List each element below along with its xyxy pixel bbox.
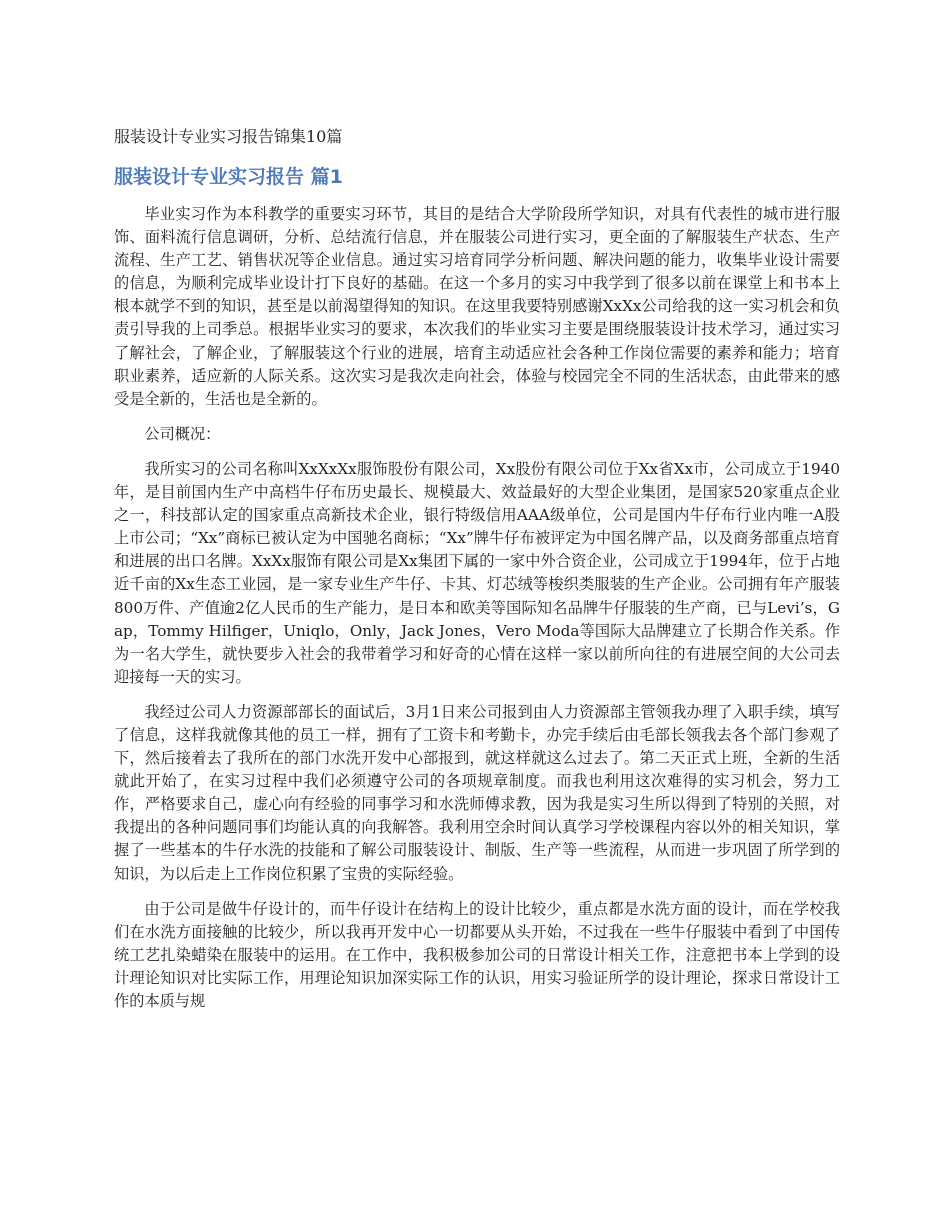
paragraph-4: 我经过公司人力资源部部长的面试后，3月1日来公司报到由人力资源部主管领我办理了入职手续，填写了信息，这样我就像其他的员工一样，拥有了工资卡和考勤卡，办完手续后由毛部长领我去各个部门参观了下，然后接着去了我所在的部门水洗开发中心部报到，就这样就这么过去了。第二天正式上班，全新的生活就此开始了，在实习过程中我们必须遵守公司的各项规章制度。而我也利用这次难得的实习机会，努力工作，严格要求自己，虚心向有经验的同事学习和水洗师傅求教，因为我是实习生所以得到了特别的关照，对我提出的各种问题同事们均能认真的向我解答。我利用空余时间认真学习学校课程内容以外的相关知识，掌握了一些基本的牛仔水洗的技能和了解公司服装设计、制版、生产等一些流程，从而进一步巩固了所学到的知识，为以后走上工作岗位积累了宝贵的实际经验。 [114,702,840,883]
paragraph-2: 公司概况： [144,424,221,443]
paragraph-1: 毕业实习作为本科教学的重要实习环节，其目的是结合大学阶段所学知识，对具有代表性的城市进行服饰、面料流行信息调研，分析、总结流行信息，并在服装公司进行实习，更全面的了解服装生产状态、生产流程、生产工艺、销售状况等企业信息。通过实习培育同学分析问题、解决问题的能力，收集毕业设计需要的信息，为顺利完成毕业设计打下良好的基础。在这一个多月的实习中我学到了很多以前在课堂上和书本上根本就学不到的知识，甚至是以前渴望得知的知识。在这里我要特别感谢XxXx公司给我的这一实习机会和负责引导我的上司季总。根据毕业实习的要求，本次我们的毕业实习主要是围绕服装设计技术学习，通过实习了解社会，了解企业，了解服装这个行业的进展，培育主动适应社会各种工作岗位需要的素养和能力；培育职业素养，适应新的人际关系。这次实习是我次走向社会，体验与校园完全不同的生活状态，由此带来的感受是全新的，生活也是全新的。 [114,205,840,408]
section-heading: 服装设计专业实习报告 篇1 [114,166,343,188]
paragraph-5: 由于公司是做牛仔设计的，而牛仔设计在结构上的设计比较少，重点都是水洗方面的设计，而在学校我们在水洗方面接触的比较少，所以我再开发中心一切都要从头开始，不过我在一些牛仔服装中看到了中国传统工艺扎染蜡染在服装中的运用。在工作中，我积极参加公司的日常设计相关工作，注意把书本上学到的设计理论知识对比实际工作，用理论知识加深实际工作的认识，用实习验证所学的设计理论，探求日常设计工作的本质与规 [114,899,840,1010]
document-body [114,203,840,1025]
paragraph-3: 我所实习的公司名称叫XxXxXx服饰股份有限公司，Xx股份有限公司位于Xx省Xx市，公司成立于1940年，是目前国内生产中高档牛仔布历史最长、规模最大、效益最好的大型企业集团，是国家520家重点企业之一，科技部认定的国家重点高新技术企业，银行特级信用AAA级单位，公司是国内牛仔布行业内唯一A股上市公司；“Xx”商标已被认定为中国驰名商标；“Xx”牌牛仔布被评定为中国名牌产品，以及商务部重点培育和进展的出口名牌。XxXx服饰有限公司是Xx集团下属的一家中外合资企业，公司成立于1994年，位于占地近千亩的Xx生态工业园，是一家专业生产牛仔、卡其、灯芯绒等梭织类服装的生产企业。公司拥有年产服装800万件、产值逾2亿人民币的生产能力，是日本和欧美等国际知名品牌牛仔服装的生产商，已与Levi’s，Gap，Tommy Hilfiger，Uniqlo，Only，Jack Jones，Vero Moda等国际大品牌建立了长期合作关系。作为一名大学生，就快要步入社会的我带着学习和好奇的心情在这样一家以前所向往的有进展空间的大公司去迎接每一天的实习。 [114,459,840,686]
document-title: 服装设计专业实习报告锦集10篇 [114,127,343,146]
